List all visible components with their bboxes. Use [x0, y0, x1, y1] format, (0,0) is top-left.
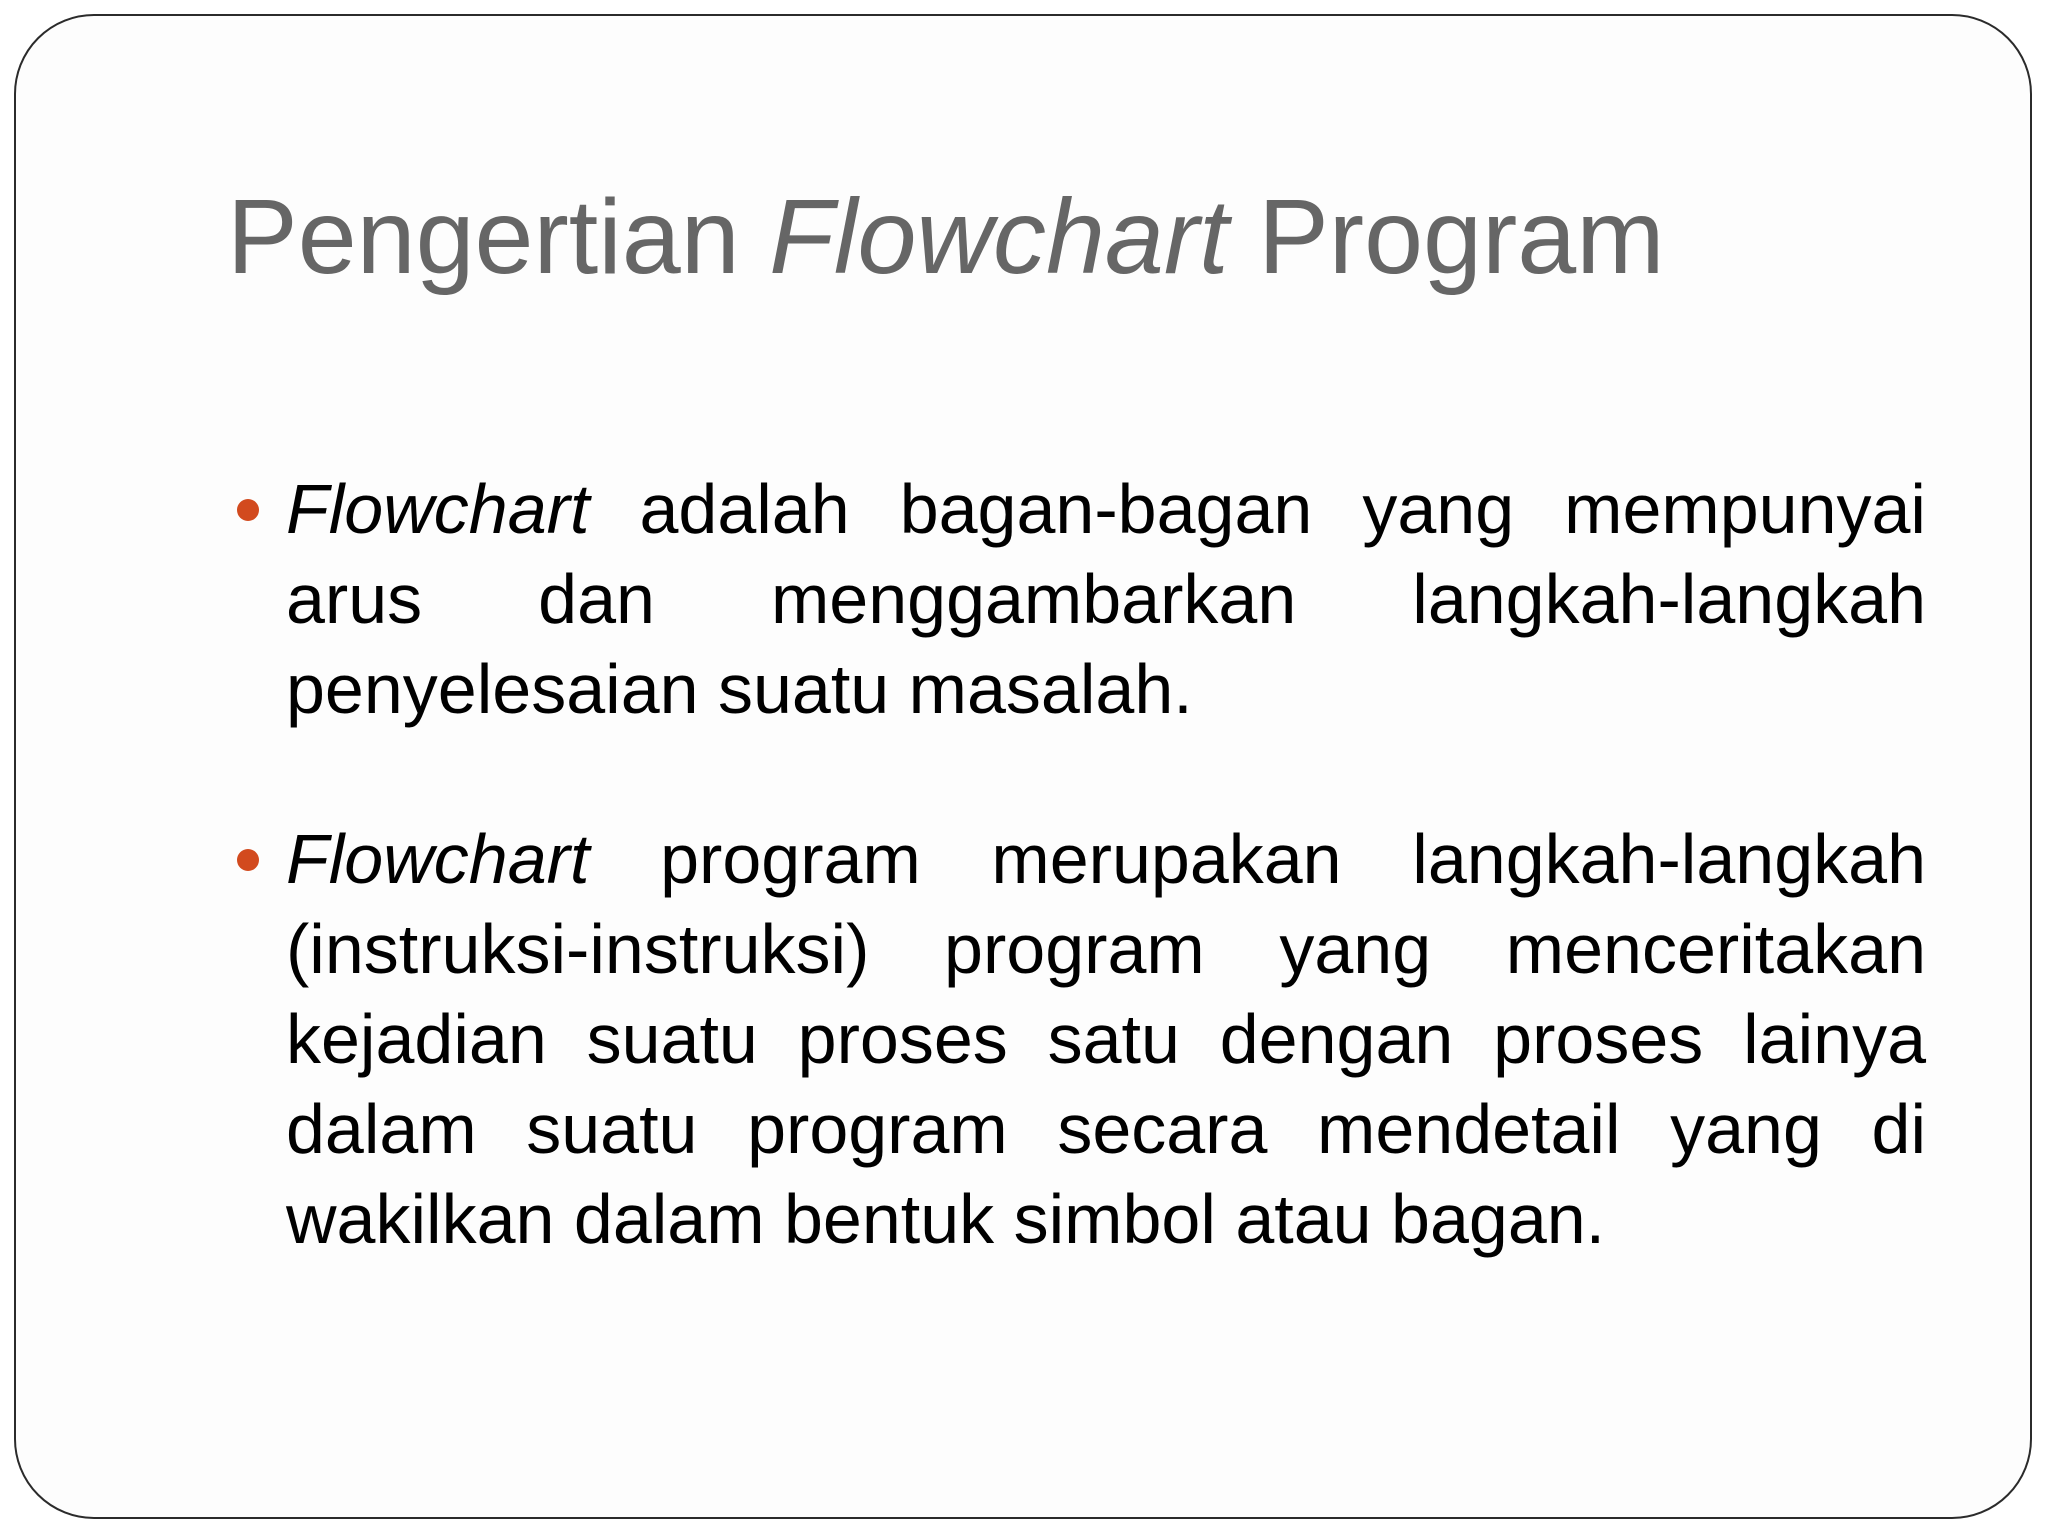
slide	[14, 14, 2032, 1519]
bullet-list	[286, 464, 1926, 1344]
slide-title-italic: Flowchart	[769, 178, 1229, 296]
bullet-dot-icon	[237, 849, 259, 871]
bullet-text: adalah bagan-bagan yang mempunyai arus dan menggambarkan langkah-langkah penyelesaian suatu masalah.	[286, 470, 1926, 728]
bullet-item	[286, 814, 1926, 1264]
bullet-dot-icon	[237, 499, 259, 521]
slide-title	[227, 174, 1665, 301]
bullet-item	[286, 464, 1926, 734]
slide-title-suffix: Program	[1228, 178, 1665, 296]
bullet-text: program merupakan langkah-langkah (instruksi-instruksi) program yang menceritakan kejadian suatu proses satu dengan proses lainya dalam suatu program secara mendetail yang di wakilkan dalam bentuk simbol atau bagan.	[286, 820, 1926, 1258]
slide-title-prefix: Pengertian	[227, 178, 770, 296]
bullet-term: Flowchart	[286, 820, 590, 898]
bullet-term: Flowchart	[286, 470, 590, 548]
